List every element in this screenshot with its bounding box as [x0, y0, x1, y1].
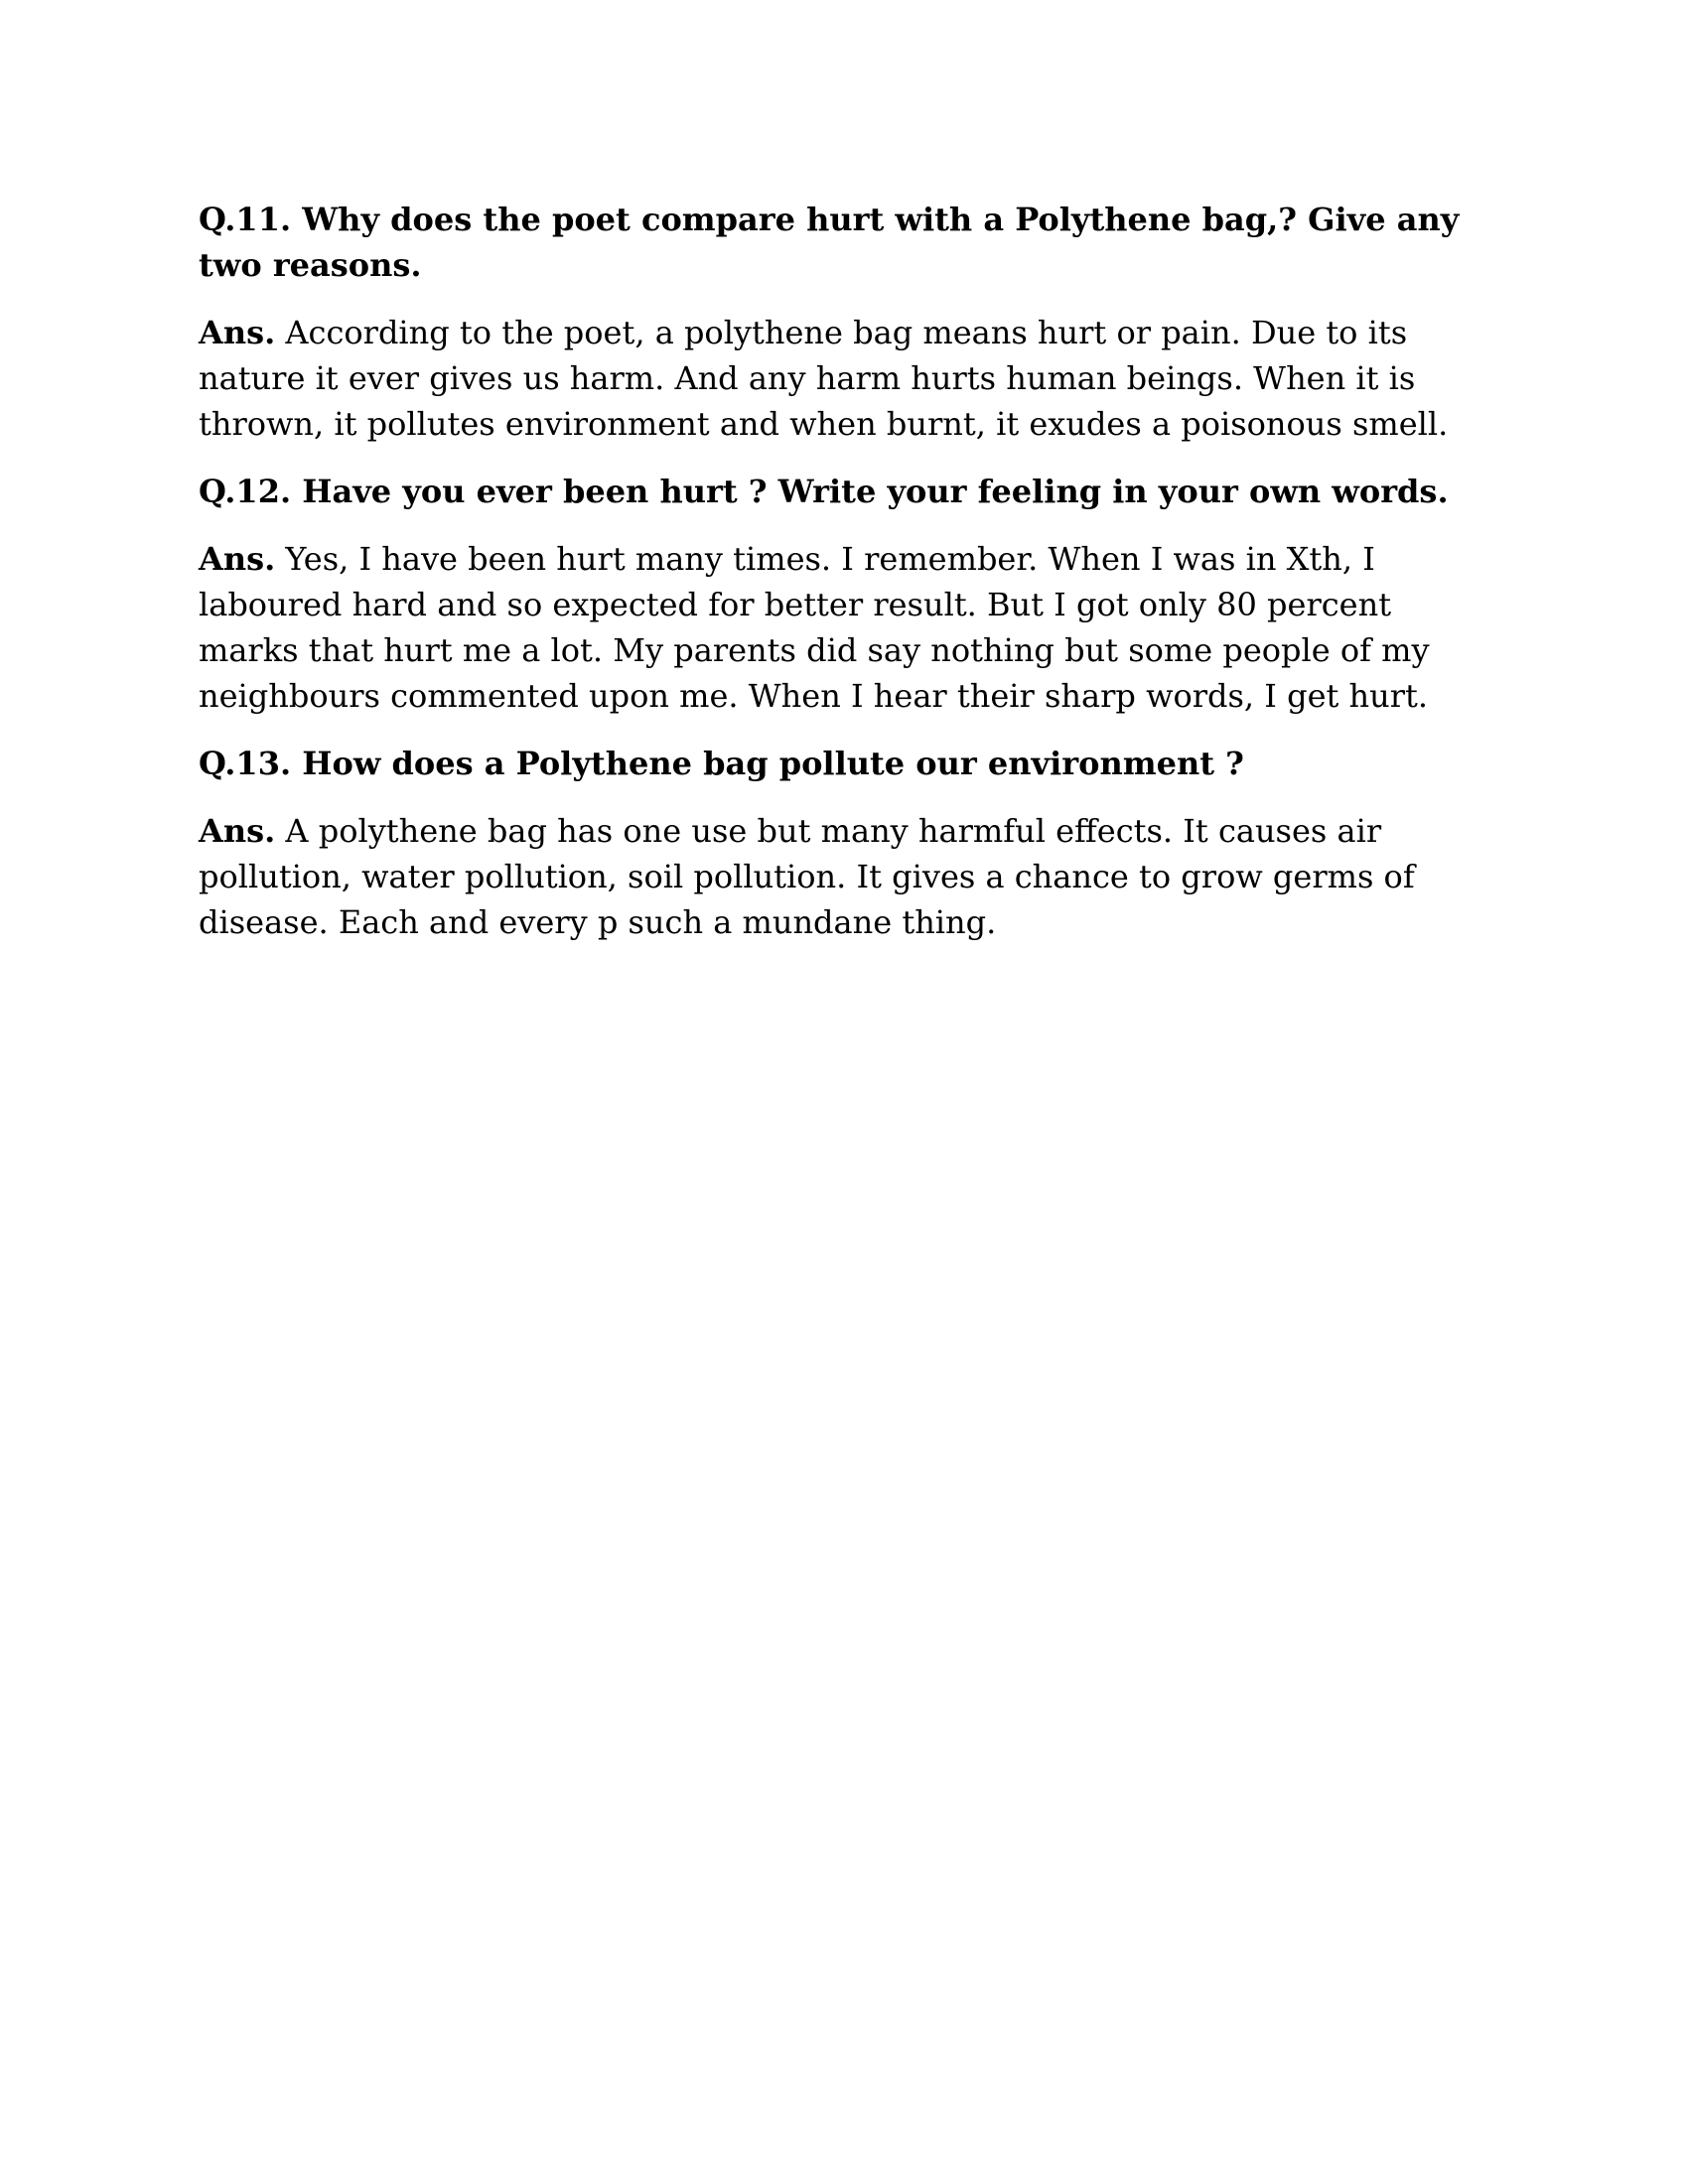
question-13: Q.13. How does a Polythene bag pollute our environment ?: [199, 745, 1244, 782]
qa-item-12: [199, 469, 1499, 719]
answer-label: Ans.: [199, 314, 276, 351]
qa-item-13: [199, 741, 1499, 945]
document-page: [199, 197, 1499, 967]
qa-item-11: [199, 197, 1499, 447]
answer-12: [199, 536, 1499, 719]
answer-text: A polythene bag has one use but many harmful effects. It causes air pollution, water pollution, soil pollution. It gives a chance to grow germs of disease. Each and every p such a mundane thing.: [199, 812, 1415, 941]
answer-text: Yes, I have been hurt many times. I remember. When I was in Xth, I laboured hard and so expected for better result. But I got only 80 percent marks that hurt me a lot. My parents did say nothing but some people of my neighbours commented upon me. When I hear their sharp words, I get hurt.: [199, 540, 1430, 715]
answer-label: Ans.: [199, 540, 276, 578]
answer-label: Ans.: [199, 812, 276, 850]
answer-13: [199, 808, 1499, 945]
question-12: Q.12. Have you ever been hurt ? Write your feeling in your own words.: [199, 473, 1449, 510]
answer-11: [199, 310, 1499, 447]
answer-text: According to the poet, a polythene bag means hurt or pain. Due to its nature it ever gives us harm. And any harm hurts human beings. When it is thrown, it pollutes environment and when burnt, it exudes a poisonous smell.: [199, 314, 1449, 443]
question-11: Q.11. Why does the poet compare hurt with a Polythene bag,? Give any two reasons.: [199, 201, 1460, 284]
